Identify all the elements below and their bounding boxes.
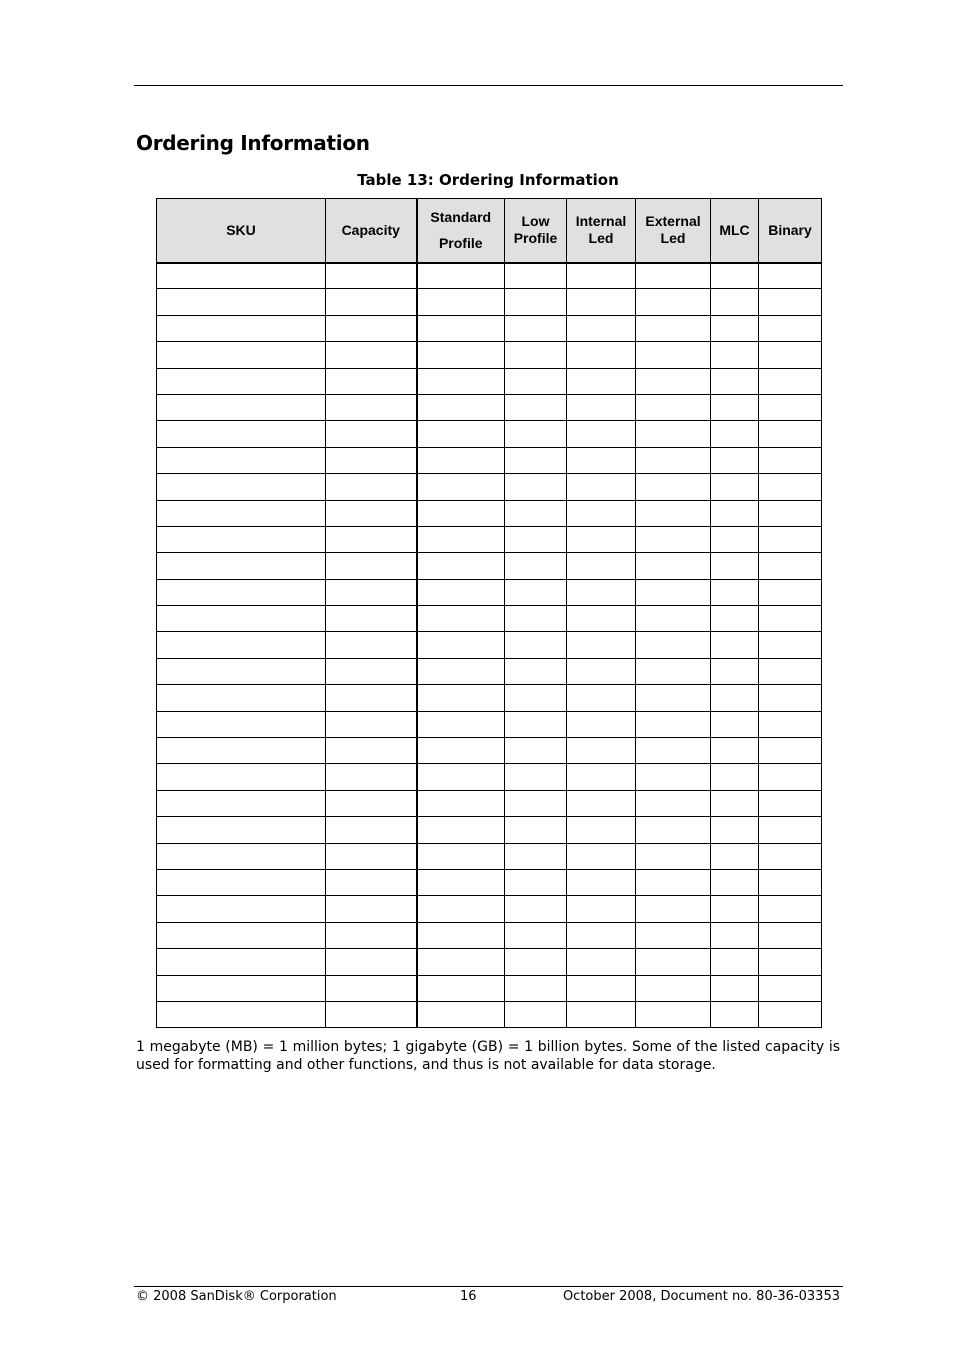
table-cell [157, 685, 326, 711]
table-cell [326, 922, 417, 948]
table-cell [505, 579, 567, 605]
ordering-table [156, 198, 822, 1028]
table-cell [636, 922, 711, 948]
table-cell [759, 394, 822, 420]
table-row [157, 342, 822, 368]
table-cell [505, 526, 567, 552]
table-header-row [157, 199, 822, 263]
table-cell [505, 764, 567, 790]
table-cell [567, 263, 636, 289]
table-cell [711, 606, 759, 632]
table-cell [157, 869, 326, 895]
table-cell [417, 764, 505, 790]
table-cell [505, 263, 567, 289]
table-cell [567, 342, 636, 368]
table-cell [567, 764, 636, 790]
table-row [157, 579, 822, 605]
table-row [157, 394, 822, 420]
table-cell [636, 869, 711, 895]
table-cell [636, 315, 711, 341]
header-standard-profile [417, 199, 505, 263]
table-cell [711, 711, 759, 737]
table-cell [417, 658, 505, 684]
table-cell [417, 421, 505, 447]
table-cell [326, 394, 417, 420]
table-cell [759, 342, 822, 368]
table-cell [326, 579, 417, 605]
table-cell [567, 500, 636, 526]
footer-rule [134, 1286, 843, 1287]
table-cell [326, 606, 417, 632]
table-cell [326, 685, 417, 711]
table-cell [417, 738, 505, 764]
table-cell [759, 632, 822, 658]
table-cell [157, 394, 326, 420]
table-row [157, 896, 822, 922]
table-cell [326, 949, 417, 975]
table-cell [567, 447, 636, 473]
header-mlc: MLC [711, 199, 759, 263]
table-cell [326, 526, 417, 552]
table-cell [759, 263, 822, 289]
table-row [157, 711, 822, 737]
table-cell [567, 738, 636, 764]
table-cell [157, 949, 326, 975]
table-cell [505, 368, 567, 394]
table-row [157, 289, 822, 315]
table-cell [567, 606, 636, 632]
table-cell [157, 658, 326, 684]
table-cell [567, 869, 636, 895]
table-cell [711, 447, 759, 473]
table-cell [711, 421, 759, 447]
table-cell [417, 896, 505, 922]
table-cell [417, 500, 505, 526]
table-cell [759, 553, 822, 579]
header-low-profile-label: Low Profile [513, 213, 558, 247]
header-internal-led-label: Internal Led [575, 213, 627, 247]
table-cell [711, 896, 759, 922]
table-cell [326, 975, 417, 1001]
table-cell [157, 289, 326, 315]
table-cell [759, 869, 822, 895]
table-cell [505, 685, 567, 711]
table-cell [636, 632, 711, 658]
table-cell [636, 553, 711, 579]
table-cell [157, 922, 326, 948]
table-cell [711, 922, 759, 948]
table-cell [157, 606, 326, 632]
table-row [157, 447, 822, 473]
table-cell [157, 764, 326, 790]
table-body [157, 263, 822, 1028]
table-cell [326, 447, 417, 473]
table-cell [759, 975, 822, 1001]
table-cell [636, 896, 711, 922]
table-cell [417, 843, 505, 869]
table-cell [157, 896, 326, 922]
table-cell [505, 289, 567, 315]
table-cell [759, 790, 822, 816]
table-cell [567, 579, 636, 605]
table-cell [326, 764, 417, 790]
table-cell [505, 553, 567, 579]
table-cell [157, 263, 326, 289]
table-cell [417, 949, 505, 975]
table-cell [157, 447, 326, 473]
table-cell [567, 949, 636, 975]
table-cell [417, 606, 505, 632]
table-cell [567, 553, 636, 579]
table-cell [759, 843, 822, 869]
table-cell [567, 632, 636, 658]
table-cell [711, 869, 759, 895]
table-row [157, 949, 822, 975]
table-cell [636, 289, 711, 315]
table-cell [759, 685, 822, 711]
table-cell [417, 368, 505, 394]
table-cell [505, 790, 567, 816]
table-cell [567, 711, 636, 737]
table-cell [567, 474, 636, 500]
table-cell [759, 658, 822, 684]
table-row [157, 606, 822, 632]
table-cell [417, 869, 505, 895]
table-row [157, 764, 822, 790]
table-cell [505, 394, 567, 420]
table-row [157, 553, 822, 579]
footer-document: October 2008, Document no. 80-36-03353 [562, 1289, 840, 1304]
table-cell [326, 632, 417, 658]
table-cell [759, 447, 822, 473]
table-cell [326, 342, 417, 368]
table-cell [759, 526, 822, 552]
table-cell [759, 500, 822, 526]
table-row [157, 738, 822, 764]
table-cell [326, 553, 417, 579]
table-cell [636, 447, 711, 473]
table-cell [417, 263, 505, 289]
table-cell [417, 579, 505, 605]
table-cell [326, 896, 417, 922]
header-binary: Binary [759, 199, 822, 263]
table-cell [326, 658, 417, 684]
table-cell [636, 394, 711, 420]
table-cell [636, 738, 711, 764]
table-cell [505, 1001, 567, 1027]
table-cell [326, 790, 417, 816]
table-cell [636, 790, 711, 816]
table-cell [636, 764, 711, 790]
header-low-profile [505, 199, 567, 263]
table-row [157, 922, 822, 948]
header-internal-led [567, 199, 636, 263]
table-cell [157, 579, 326, 605]
table-cell [759, 606, 822, 632]
table-cell [567, 843, 636, 869]
table-row [157, 869, 822, 895]
table-cell [711, 500, 759, 526]
table-cell [417, 553, 505, 579]
table-cell [417, 1001, 505, 1027]
table-cell [636, 843, 711, 869]
table-cell [567, 896, 636, 922]
table-cell [567, 685, 636, 711]
table-cell [505, 922, 567, 948]
table-cell [326, 315, 417, 341]
table-cell [711, 342, 759, 368]
table-cell [636, 342, 711, 368]
table-cell [759, 315, 822, 341]
table-cell [636, 474, 711, 500]
table-cell [505, 975, 567, 1001]
table-cell [567, 658, 636, 684]
table-cell [759, 764, 822, 790]
table-cell [417, 315, 505, 341]
table-cell [417, 394, 505, 420]
table-row [157, 500, 822, 526]
table-cell [711, 315, 759, 341]
table-row [157, 685, 822, 711]
table-cell [157, 843, 326, 869]
table-cell [505, 342, 567, 368]
table-cell [157, 368, 326, 394]
table-cell [567, 289, 636, 315]
table-cell [417, 526, 505, 552]
table-cell [326, 817, 417, 843]
table-cell [157, 553, 326, 579]
table-cell [505, 315, 567, 341]
table-cell [567, 421, 636, 447]
table-cell [326, 500, 417, 526]
table-cell [326, 1001, 417, 1027]
table-cell [759, 289, 822, 315]
table-cell [711, 289, 759, 315]
table-cell [505, 606, 567, 632]
table-cell [636, 526, 711, 552]
table-cell [326, 738, 417, 764]
table-cell [326, 421, 417, 447]
table-cell [711, 790, 759, 816]
table-cell [636, 579, 711, 605]
table-cell [417, 474, 505, 500]
table-cell [567, 368, 636, 394]
table-cell [157, 632, 326, 658]
table-cell [711, 738, 759, 764]
table-cell [759, 1001, 822, 1027]
table-cell [567, 817, 636, 843]
table-cell [326, 869, 417, 895]
header-sku: SKU [157, 199, 326, 263]
table-cell [417, 685, 505, 711]
table-cell [157, 711, 326, 737]
table-cell [759, 579, 822, 605]
table-cell [157, 975, 326, 1001]
table-cell [326, 368, 417, 394]
table-cell [567, 526, 636, 552]
table-cell [326, 843, 417, 869]
table-cell [505, 817, 567, 843]
table-cell [711, 553, 759, 579]
header-external-led [636, 199, 711, 263]
table-cell [417, 342, 505, 368]
table-cell [505, 738, 567, 764]
table-cell [326, 474, 417, 500]
table-cell [157, 817, 326, 843]
table-cell [417, 817, 505, 843]
table-cell [759, 949, 822, 975]
table-cell [636, 949, 711, 975]
table-cell [505, 949, 567, 975]
table-cell [567, 975, 636, 1001]
table-cell [711, 526, 759, 552]
table-cell [759, 711, 822, 737]
table-row [157, 632, 822, 658]
table-row [157, 843, 822, 869]
table-row [157, 658, 822, 684]
table-cell [417, 289, 505, 315]
table-cell [711, 658, 759, 684]
table-cell [636, 606, 711, 632]
table-cell [636, 500, 711, 526]
table-cell [157, 1001, 326, 1027]
table-row [157, 421, 822, 447]
table-row [157, 368, 822, 394]
table-cell [711, 764, 759, 790]
table-row [157, 817, 822, 843]
table-cell [505, 474, 567, 500]
table-cell [711, 263, 759, 289]
table-cell [759, 474, 822, 500]
table-cell [417, 447, 505, 473]
table-cell [636, 263, 711, 289]
table-cell [711, 1001, 759, 1027]
table-row [157, 263, 822, 289]
table-cell [567, 315, 636, 341]
header-external-led-label: External Led [645, 213, 701, 247]
footer-page-number: 16 [460, 1289, 477, 1304]
table-row [157, 790, 822, 816]
table-cell [505, 658, 567, 684]
table-cell [417, 790, 505, 816]
table-cell [157, 738, 326, 764]
table-cell [157, 342, 326, 368]
table-cell [326, 263, 417, 289]
table-cell [636, 421, 711, 447]
table-cell [711, 394, 759, 420]
table-cell [567, 394, 636, 420]
table-cell [505, 843, 567, 869]
table-row [157, 975, 822, 1001]
table-cell [417, 975, 505, 1001]
table-cell [567, 1001, 636, 1027]
table-cell [505, 632, 567, 658]
table-caption: Table 13: Ordering Information [357, 171, 619, 189]
header-capacity: Capacity [326, 199, 417, 263]
table-cell [711, 817, 759, 843]
table-cell [636, 817, 711, 843]
table-cell [417, 922, 505, 948]
capacity-footnote: 1 megabyte (MB) = 1 million bytes; 1 gigabyte (GB) = 1 billion bytes. Some of the listed capacity is used for formatting and other functions, and thus is not available for data storage. [136, 1039, 840, 1073]
table-cell [505, 896, 567, 922]
table-cell [759, 738, 822, 764]
table-row [157, 1001, 822, 1027]
table-cell [711, 975, 759, 1001]
table-cell [711, 368, 759, 394]
footer-copyright: © 2008 SanDisk® Corporation [136, 1289, 337, 1304]
table-cell [636, 975, 711, 1001]
table-cell [505, 711, 567, 737]
table-cell [759, 896, 822, 922]
table-cell [711, 685, 759, 711]
table-cell [711, 632, 759, 658]
section-title: Ordering Information [136, 131, 370, 155]
table-cell [417, 711, 505, 737]
table-cell [157, 421, 326, 447]
table-cell [636, 658, 711, 684]
table-row [157, 315, 822, 341]
table-cell [759, 817, 822, 843]
table-cell [157, 790, 326, 816]
table-cell [157, 315, 326, 341]
table-cell [505, 500, 567, 526]
table-cell [711, 949, 759, 975]
table-cell [157, 526, 326, 552]
table-row [157, 474, 822, 500]
table-cell [759, 421, 822, 447]
table-cell [567, 922, 636, 948]
table-cell [505, 447, 567, 473]
table-cell [636, 368, 711, 394]
table-cell [636, 1001, 711, 1027]
table-row [157, 526, 822, 552]
table-cell [567, 790, 636, 816]
table-cell [636, 711, 711, 737]
table-cell [505, 869, 567, 895]
table-cell [157, 500, 326, 526]
table-cell [711, 843, 759, 869]
table-cell [157, 474, 326, 500]
table-cell [326, 289, 417, 315]
table-cell [759, 368, 822, 394]
table-cell [711, 474, 759, 500]
table-cell [326, 711, 417, 737]
table-cell [759, 922, 822, 948]
header-rule [134, 85, 843, 86]
header-standard-profile-label: Standard Profile [430, 209, 492, 252]
table-cell [417, 632, 505, 658]
table-cell [505, 421, 567, 447]
table-cell [636, 685, 711, 711]
table-cell [711, 579, 759, 605]
